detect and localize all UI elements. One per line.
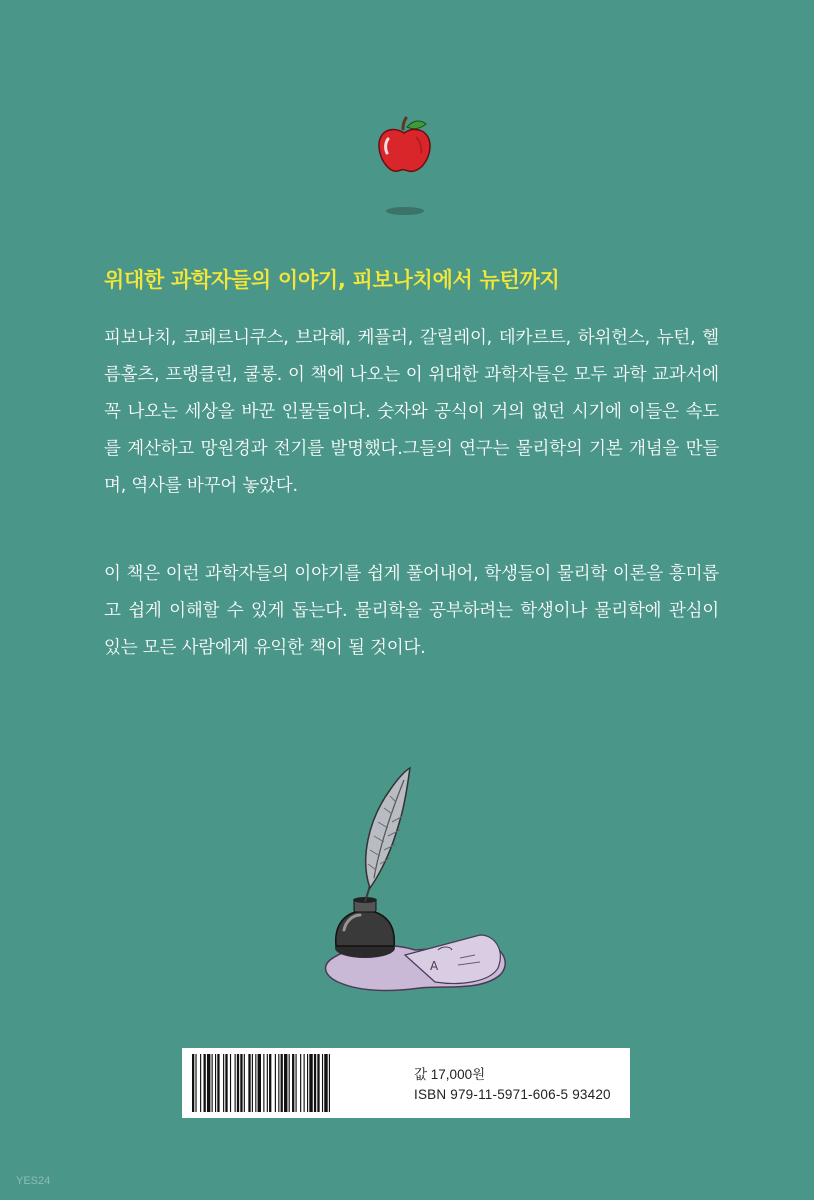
- barcode-stripe: [278, 1054, 279, 1112]
- isbn-label: ISBN 979-11-5971-606-5 93420: [414, 1087, 611, 1102]
- barcode-stripe: [200, 1054, 201, 1112]
- barcode-stripe: [230, 1054, 231, 1112]
- barcode-stripe: [204, 1054, 206, 1112]
- barcode-stripe: [215, 1054, 216, 1112]
- barcode-stripe: [275, 1054, 276, 1112]
- barcode-stripe: [258, 1054, 261, 1112]
- quill-inkwell-icon: [310, 760, 530, 1010]
- barcode-stripe: [255, 1054, 256, 1112]
- barcode-stripe: [324, 1054, 327, 1112]
- barcode-stripe: [284, 1054, 287, 1112]
- barcode-stripe: [269, 1054, 271, 1112]
- barcode-stripe: [307, 1054, 308, 1112]
- corner-watermark: YES24: [16, 1175, 51, 1187]
- barcode-stripe: [212, 1054, 213, 1112]
- barcode-stripe: [240, 1054, 242, 1112]
- barcode-stripe: [252, 1054, 253, 1112]
- barcode-stripe: [223, 1054, 224, 1112]
- barcode-stripe: [195, 1054, 196, 1112]
- barcode-stripe: [296, 1054, 297, 1112]
- barcode-stripe: [237, 1054, 239, 1112]
- barcode-stripe: [217, 1054, 219, 1112]
- svg-text:A: A: [430, 959, 439, 973]
- barcode-panel: [182, 1048, 630, 1118]
- barcode-stripe: [304, 1054, 305, 1112]
- barcode: [190, 1054, 398, 1112]
- apple-icon: [370, 115, 440, 225]
- barcode-stripe: [292, 1054, 294, 1112]
- barcode-stripe: [248, 1054, 250, 1112]
- barcode-stripe: [289, 1054, 290, 1112]
- barcode-stripe: [317, 1054, 319, 1112]
- price-label: 값 17,000원: [414, 1067, 486, 1082]
- barcode-stripe: [329, 1054, 330, 1112]
- barcode-stripe: [267, 1054, 268, 1112]
- barcode-stripe: [235, 1054, 236, 1112]
- barcode-stripe: [244, 1054, 245, 1112]
- barcode-stripe: [314, 1054, 316, 1112]
- barcode-stripe: [309, 1054, 312, 1112]
- barcode-stripe: [281, 1054, 283, 1112]
- barcode-stripe: [322, 1054, 323, 1112]
- barcode-stripe: [263, 1054, 264, 1112]
- headline: 위대한 과학자들의 이야기, 피보나치에서 뉴턴까지: [104, 268, 560, 292]
- barcode-stripe: [192, 1054, 194, 1112]
- barcode-stripe: [300, 1054, 301, 1112]
- paragraph-1: 피보나치, 코페르니쿠스, 브라헤, 케플러, 갈릴레이, 데카르트, 하위헌스, 뉴턴, 헬름홀츠, 프랭클린, 쿨롱. 이 책에 나오는 이 위대한 과학자들은 모두 과학 교과서에 꼭 나오는 세상을 바꾼 인물들이다. 숫자와 공식이 거의 없던 시기에 이들은 속도를 계산하고 망원경과 전기를 발명했다.그들의 연구는 물리학의 기본 개념을 만들며, 역사를 바꾸어 놓았다.: [104, 328, 719, 496]
- barcode-stripe: [225, 1054, 227, 1112]
- paragraph-2: 이 책은 이런 과학자들의 이야기를 쉽게 풀어내어, 학생들이 물리학 이론을 흥미롭고 쉽게 이해할 수 있게 돕는다. 물리학을 공부하려는 학생이나 물리학에 관심이 있는 모든 사람에게 유익한 책이 될 것이다.: [104, 564, 719, 658]
- barcode-stripe: [207, 1054, 210, 1112]
